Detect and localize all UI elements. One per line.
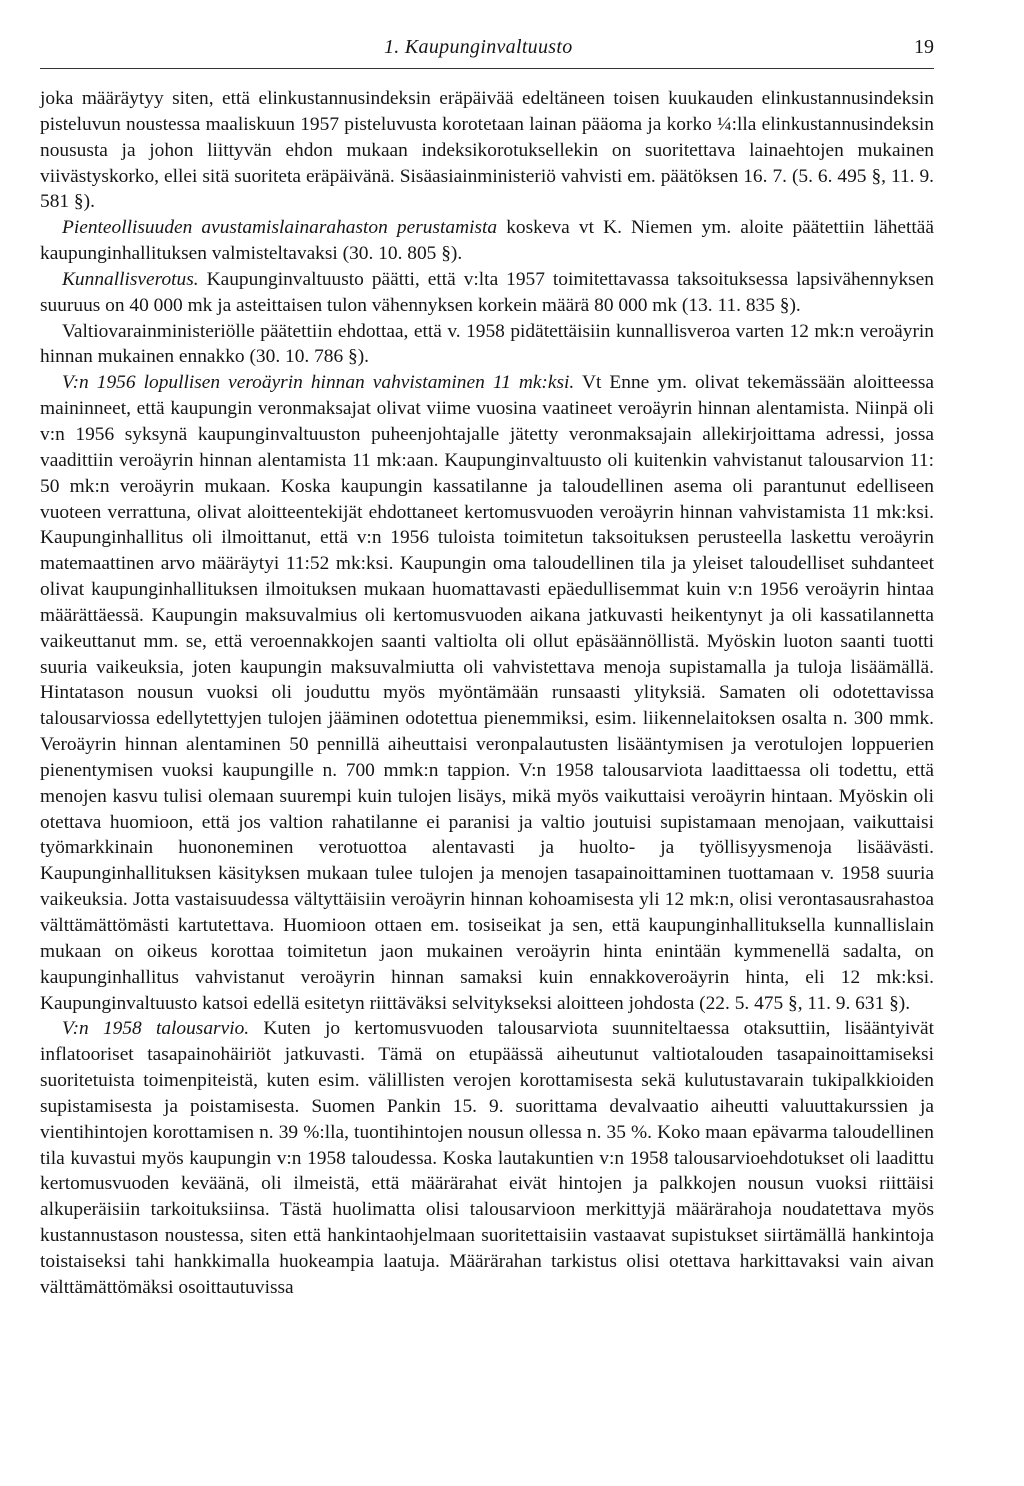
- paragraph: [40, 319, 934, 371]
- paragraph: [40, 86, 934, 215]
- text-run: Valtiovarainministeriölle päätettiin ehdottaa, että v. 1958 pidätettäisiin kunnallisveroa varten 12 mk:n veroäyrin hinnan mukainen ennakko (30. 10. 786 §).: [40, 320, 934, 368]
- italic-heading: Kunnallisverotus.: [62, 268, 199, 290]
- page-header: [40, 28, 934, 69]
- paragraph: [40, 267, 934, 319]
- italic-heading: V:n 1958 talousarvio.: [62, 1018, 250, 1040]
- chapter-title: 1. Kaupunginvaltuusto: [384, 36, 573, 58]
- text-run: Kaupunginvaltuusto päätti, että v:lta 1957 toimitettavassa taksoituksessa lapsivähennyksen suuruus on 40 000 mk ja asteittaisen tulon vähennyksen korkein määrä 80 000 mk (13. 11. 835 §).: [40, 268, 934, 316]
- text-run: joka määräytyy siten, että elinkustannusindeksin eräpäivää edeltäneen toisen kuukauden elinkustannusindeksin pisteluvun noustessa maaliskuun 1957 pisteluvusta korotetaan lainan pääoma ja korko ¼:lla elinkustannusindeksin noususta ja johon liittyvän ehdon mukaan indeksikorotuksellekin on suoritettava lainaehtojen mukainen viivästyskorko, ellei sitä suoriteta eräpäivänä. Sisäasiainministeriö vahvisti em. päätöksen 16. 7. (5. 6. 495 §, 11. 9. 581 §).: [40, 88, 934, 213]
- paragraph: [40, 1016, 934, 1300]
- body-text: [40, 86, 934, 1456]
- text-run: koskeva vt K. Niemen ym. aloite päätettiin lähettää kaupunginhallituksen valmisteltavaksi (30. 10. 805 §).: [40, 217, 935, 265]
- document-page: [40, 0, 934, 1486]
- paragraph: [40, 370, 934, 1016]
- text-run: Vt Enne ym. olivat tekemässään aloitteessa maininneet, että kaupungin veronmaksajat olivat viime vuosina vaatineet veroäyrin hinnan alentamista. Niinpä oli v:n 1956 syksynä kaupunginvaltuuston puheenjohtajalle jätetty veronmaksajain allekirjoittama adressi, jossa vaadittiin veroäyrin hinnan alentamista 11 mk:aan. Kaupunginvaltuusto oli kuitenkin vahvistanut talousarvion 11: 50 mk:n veroäyrin mukaan. Koska kaupungin kassatilanne ja taloudellinen asema oli parantunut edelliseen vuoteen verrattuna, olivat aloitteentekijät ehdottaneet kertomusvuoden veroäyrin hinnan vahvistamista 11 mk:ksi. Kaupunginhallitus oli ilmoittanut, että v:n 1956 tuloista toimitetun taksoituksen perusteella laskettu veroäyrin matemaattinen arvo määräytyi 11:52 mk:ksi. Kaupungin oma taloudellinen tila ja yleiset taloudelliset suhdanteet olivat kaupunginhallituksen ilmoituksen mukaan huomattavasti epäedullisemmat kuin v:n 1956 veroäyrin hintaa määrättäessä. Kaupungin maksuvalmius oli kertomusvuoden aikana jatkuvasti heikentynyt ja oli kassatilannetta vaikeuttanut mm. se, että veroennakkojen saanti valtiolta oli ollut epäsäännöllistä. Myöskin luoton saanti tuotti suuria vaikeuksia, joten kaupungin maksuvalmiutta oli vahvistettava menoja supistamalla ja tuloja lisäämällä. Hintatason nousun vuoksi oli jouduttu myös myöntämään runsaasti ylityksiä. Samaten oli odotettavissa talousarviossa edellytettyjen tulojen jääminen odotettua pienemmiksi, esim. liikennelaitoksen osalta n. 300 mmk. Veroäyrin hinnan alentaminen 50 pennillä aiheuttaisi veronpalautusten lisääntymisen ja verotulojen loppuerien pienentymisen vuoksi kaupungille n. 700 mmk:n tappion. V:n 1958 talousarviota laadittaessa oli todettu, että menojen kasvu tulisi olemaan suurempi kuin tulojen lisäys, mikä myös vaikuttaisi veroäyrin hintaan. Myöskin oli otettava huomioon, että jos valtion rahatilanne ei paranisi ja valtio joutuisi supistamaan menojaan, vaikuttaisi työmarkkinain huononeminen verotuottoa alentavasti ja huolto- ja työllisyysmenoja lisäävästi. Kaupunginhallituksen käsityksen mukaan tulee tulojen ja menojen tasapainoittaminen tuottamaan v. 1958 suuria vaikeuksia. Jotta vastaisuudessa vältyttäisiin veroäyrin hinnan kohoamisesta yli 12 mk:n, olisi verontasausrahastoa välttämättömästi kartutettava. Huomioon ottaen em. tosiseikat ja sen, että kaupunginhallituksella kunnallislain mukaan on oikeus korottaa toimitetun jaon mukainen veroäyrin hinta enintään kymmenellä sadalta, on kaupunginhallitus vahvistanut veroäyrin hinnan samaksi kuin ennakkoveroäyrin hinta, eli 12 mk:ksi. Kaupunginvaltuusto katsoi edellä esitetyn riittäväksi selvitykseksi aloitteen johdosta (22. 5. 475 §, 11. 9. 631 §).: [40, 372, 934, 1014]
- paragraph: [40, 215, 934, 267]
- text-run: Kuten jo kertomusvuoden talousarviota suunniteltaessa otaksuttiin, lisääntyivät inflatooriset tasapainohäiriöt jatkuvasti. Tämä on etupäässä aiheutunut valtiotalouden tasapainoittamiseksi suoritetuista toimenpiteistä, kuten esim. välillisten verojen korottamisesta sekä kulutustavarain tukipalkkioiden supistamisesta ja poistamisesta. Suomen Pankin 15. 9. suorittama devalvaatio aiheutti valuuttakurssien ja vientihintojen korottamisen n. 39 %:lla, tuontihintojen nousun ollessa n. 35 %. Koko maan epävarma taloudellinen tila kuvastui myös kaupungin v:n 1958 taloudessa. Koska lautakuntien v:n 1958 talousarvioehdotukset oli laadittu kertomusvuoden keväänä, oli ilmeistä, että määrärahat eivät hintojen ja palkkojen nousun vuoksi riittäisi alkuperäisiin tarkoituksiinsa. Tästä huolimatta olisi talousarvioon merkittyjä määrärahoja noudatettava myös kustannustason noustessa, siten että hankintaohjelmaan suoritettaisiin vastaavat supistukset siirtämällä hankintoja toistaiseksi tahi hankkimalla huokeampia laatuja. Määrärahan tarkistus olisi otettava harkittavaksi vain aivan välttämättömäksi osoittautuvissa: [40, 1018, 935, 1298]
- page-number: 19: [914, 36, 934, 58]
- italic-heading: Pienteollisuuden avustamislainarahaston perustamista: [62, 217, 498, 239]
- italic-heading: V:n 1956 lopullisen veroäyrin hinnan vahvistaminen 11 mk:ksi.: [62, 372, 575, 394]
